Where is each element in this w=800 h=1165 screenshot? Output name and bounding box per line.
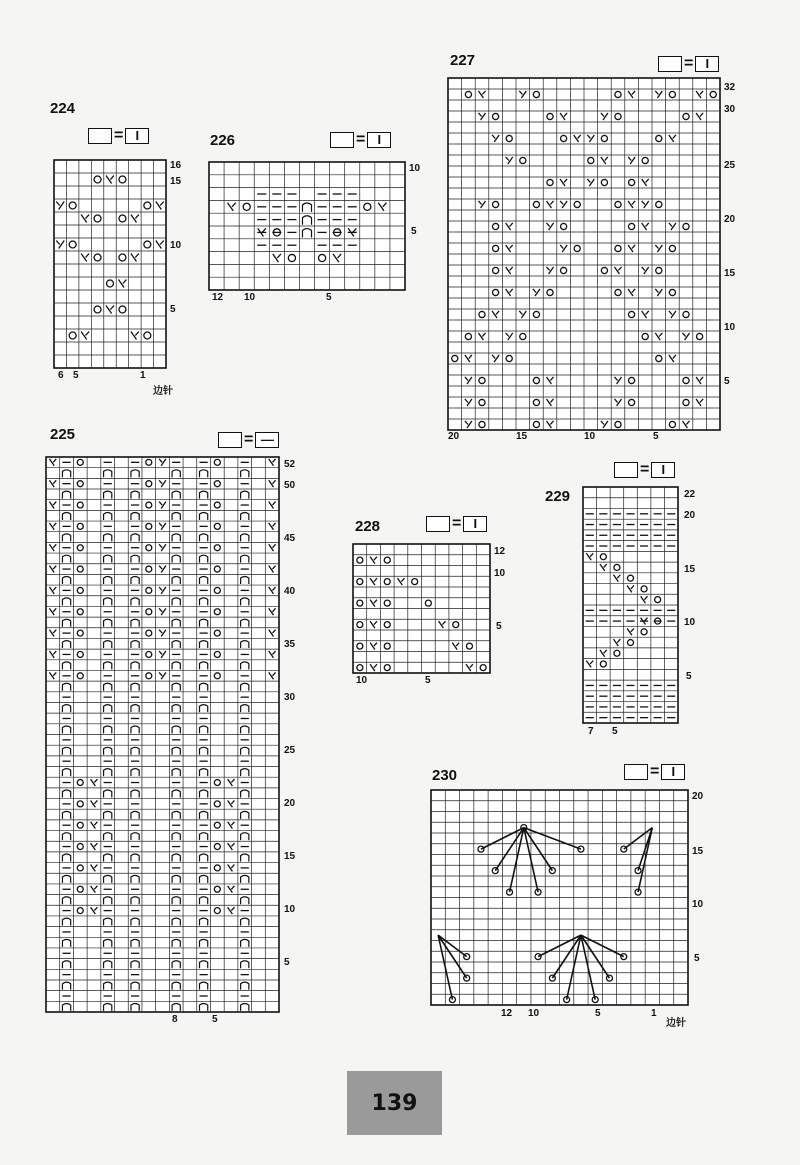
col-label: 7 — [588, 726, 594, 737]
chart-226-label: 226 — [210, 132, 236, 149]
col-label: 6 — [58, 370, 64, 381]
equals-sign: = — [684, 55, 694, 72]
knit-stitch-symbol: I — [661, 764, 685, 780]
chart-230-grid — [431, 790, 688, 1005]
row-label: 5 — [496, 621, 502, 632]
row-label: 12 — [494, 546, 506, 557]
row-label: 10 — [409, 163, 421, 174]
row-label: 15 — [284, 851, 296, 862]
chart-224-grid — [54, 160, 166, 368]
chart-228-grid — [353, 544, 490, 673]
col-label: 1 — [651, 1008, 657, 1019]
blank-cell-symbol — [330, 132, 354, 148]
row-label: 10 — [692, 899, 704, 910]
col-label: 15 — [516, 431, 528, 442]
blank-cell-symbol — [658, 56, 682, 72]
row-label: 15 — [724, 268, 736, 279]
row-label: 40 — [284, 586, 296, 597]
row-label: 10 — [684, 617, 696, 628]
row-label: 32 — [724, 82, 736, 93]
edge-stitch-label: 边针 — [153, 386, 173, 397]
row-label: 20 — [724, 214, 736, 225]
chart-225-label: 225 — [50, 426, 76, 443]
row-label: 5 — [724, 376, 730, 387]
equals-sign: = — [114, 127, 124, 144]
col-label: 5 — [425, 675, 431, 686]
knit-stitch-symbol: I — [125, 128, 149, 144]
row-label: 35 — [284, 639, 296, 650]
row-label: 20 — [284, 798, 296, 809]
row-label: 5 — [411, 226, 417, 237]
equals-sign: = — [640, 461, 650, 478]
row-label: 50 — [284, 480, 296, 491]
col-label: 10 — [528, 1008, 540, 1019]
row-label: 52 — [284, 459, 296, 470]
chart-226-grid — [209, 162, 405, 290]
row-label: 5 — [694, 953, 700, 964]
chart-230-legend — [624, 764, 685, 780]
chart-227-legend — [658, 56, 719, 72]
row-label: 25 — [284, 745, 296, 756]
col-label: 20 — [448, 431, 460, 442]
col-label: 10 — [356, 675, 368, 686]
chart-227-grid — [448, 78, 720, 430]
col-label: 8 — [172, 1014, 178, 1025]
chart-229-legend — [614, 462, 675, 478]
chart-224-legend — [88, 128, 149, 144]
col-label: 5 — [212, 1014, 218, 1025]
equals-sign: = — [244, 431, 254, 448]
row-label: 10 — [494, 568, 506, 579]
equals-sign: = — [356, 131, 366, 148]
purl-stitch-symbol: — — [255, 432, 279, 448]
chart-226-legend — [330, 132, 391, 148]
row-label: 20 — [684, 510, 696, 521]
chart-227-label: 227 — [450, 52, 476, 69]
row-label: 22 — [684, 489, 696, 500]
blank-cell-symbol — [624, 764, 648, 780]
col-label: 12 — [501, 1008, 513, 1019]
chart-228-legend — [426, 516, 487, 532]
row-label: 10 — [724, 322, 736, 333]
row-label: 15 — [684, 564, 696, 575]
col-label: 5 — [73, 370, 79, 381]
col-label: 1 — [140, 370, 146, 381]
row-label: 30 — [284, 692, 296, 703]
col-label: 10 — [584, 431, 596, 442]
row-label: 5 — [284, 957, 290, 968]
col-label: 5 — [326, 292, 332, 303]
col-label: 5 — [653, 431, 659, 442]
row-label: 45 — [284, 533, 296, 544]
chart-230-label: 230 — [432, 767, 458, 784]
col-label: 5 — [612, 726, 618, 737]
chart-225-legend — [218, 432, 279, 448]
edge-stitch-label: 边针 — [666, 1018, 686, 1029]
blank-cell-symbol — [218, 432, 242, 448]
knit-stitch-symbol: I — [463, 516, 487, 532]
equals-sign: = — [452, 515, 462, 532]
knit-stitch-symbol: I — [651, 462, 675, 478]
row-label: 20 — [692, 791, 704, 802]
chart-228-label: 228 — [355, 518, 381, 535]
row-label: 5 — [686, 671, 692, 682]
col-label: 10 — [244, 292, 256, 303]
col-label: 12 — [212, 292, 224, 303]
equals-sign: = — [650, 763, 660, 780]
row-label: 16 — [170, 160, 182, 171]
row-label: 10 — [284, 904, 296, 915]
row-label: 25 — [724, 160, 736, 171]
chart-224-label: 224 — [50, 100, 76, 117]
row-label: 15 — [692, 846, 704, 857]
row-label: 15 — [170, 176, 182, 187]
chart-229-grid — [583, 487, 678, 723]
row-label: 5 — [170, 304, 176, 315]
knit-stitch-symbol: I — [367, 132, 391, 148]
page-number: 139 — [347, 1071, 442, 1135]
chart-229-label: 229 — [545, 488, 571, 505]
knit-stitch-symbol: I — [695, 56, 719, 72]
chart-225-grid — [46, 457, 279, 1012]
blank-cell-symbol — [426, 516, 450, 532]
row-label: 10 — [170, 240, 182, 251]
row-label: 30 — [724, 104, 736, 115]
blank-cell-symbol — [614, 462, 638, 478]
col-label: 5 — [595, 1008, 601, 1019]
blank-cell-symbol — [88, 128, 112, 144]
